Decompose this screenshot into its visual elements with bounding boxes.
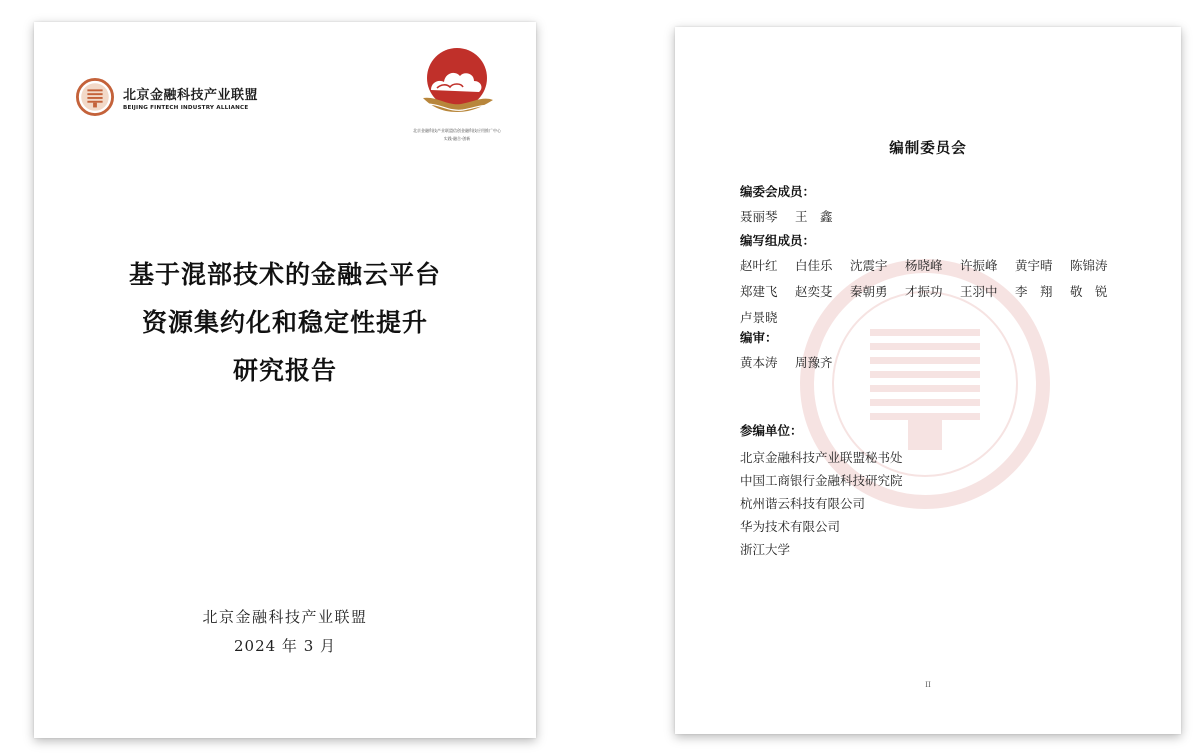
writer-name: 卢景晓	[740, 310, 778, 325]
writers-row-3	[740, 308, 1108, 326]
reviewers-label: 编审：	[740, 330, 778, 345]
writer-name: 沈震宇	[850, 258, 888, 273]
writer-name: 李 翔	[1015, 284, 1053, 299]
writer-name: 郑建飞	[740, 284, 778, 299]
writers-row-1	[740, 256, 1108, 274]
page-number: II	[925, 681, 931, 689]
writers-label: 编写组成员：	[740, 233, 816, 248]
emblem	[402, 46, 512, 142]
writer-name: 杨晓峰	[905, 258, 943, 273]
emblem-caption-2: 实践·融合·创新	[443, 136, 471, 141]
units-label: 参编单位：	[740, 423, 803, 438]
units-list	[740, 446, 903, 561]
editorial-board-label: 编委会成员：	[740, 184, 816, 199]
writer-name: 秦朝勇	[850, 284, 888, 299]
reviewers-section	[740, 328, 833, 371]
alliance-logo	[76, 78, 258, 116]
writer-name: 白佳乐	[795, 258, 833, 273]
reviewer-name: 黄本涛	[740, 355, 778, 370]
writer-name: 才振功	[905, 284, 943, 299]
cover-date: 2024 年 3 月	[233, 637, 337, 655]
committee-page	[675, 27, 1181, 734]
emblem-caption-1: 北京金融科技产业联盟信创金融科技应用推广中心	[413, 128, 501, 133]
alliance-logo-icon	[76, 78, 114, 116]
writer-name: 王羽中	[960, 284, 998, 299]
unit-item: 北京金融科技产业联盟秘书处	[740, 450, 903, 465]
writers-section	[740, 231, 1108, 326]
alliance-logo-en: BEIJING FINTECH INDUSTRY ALLIANCE	[123, 104, 249, 111]
writer-name: 赵叶红	[740, 258, 778, 273]
reviewers-list	[740, 353, 833, 371]
cover-footer	[34, 606, 536, 656]
writer-name: 敬 锐	[1070, 284, 1108, 299]
writer-name: 黄宇晴	[1015, 258, 1053, 273]
alliance-logo-cn: 北京金融科技产业联盟	[123, 87, 259, 103]
cover-page	[34, 22, 536, 738]
unit-item: 浙江大学	[740, 542, 791, 557]
cover-title	[34, 251, 536, 395]
unit-item: 中国工商银行金融科技研究院	[740, 473, 903, 488]
member-name: 王 鑫	[795, 209, 833, 224]
committee-title: 编制委员会	[889, 141, 967, 157]
writers-row-2	[740, 282, 1108, 300]
cover-title-line-2: 资源集约化和稳定性提升	[141, 308, 428, 337]
writer-name: 陈锦涛	[1070, 258, 1108, 273]
cloud-emblem-icon	[417, 46, 497, 122]
cover-title-line-3: 研究报告	[232, 356, 337, 385]
reviewer-name: 周豫齐	[795, 355, 833, 370]
editorial-board-section	[740, 182, 833, 225]
member-name: 聂丽琴	[740, 209, 778, 224]
unit-item: 杭州谐云科技有限公司	[740, 496, 866, 511]
writer-name: 许振峰	[960, 258, 998, 273]
writer-name: 赵奕芟	[795, 284, 833, 299]
editorial-board-members	[740, 207, 833, 225]
units-section	[740, 421, 903, 561]
cover-org: 北京金融科技产业联盟	[202, 608, 368, 626]
cover-title-line-1: 基于混部技术的金融云平台	[128, 260, 441, 289]
unit-item: 华为技术有限公司	[740, 519, 841, 534]
